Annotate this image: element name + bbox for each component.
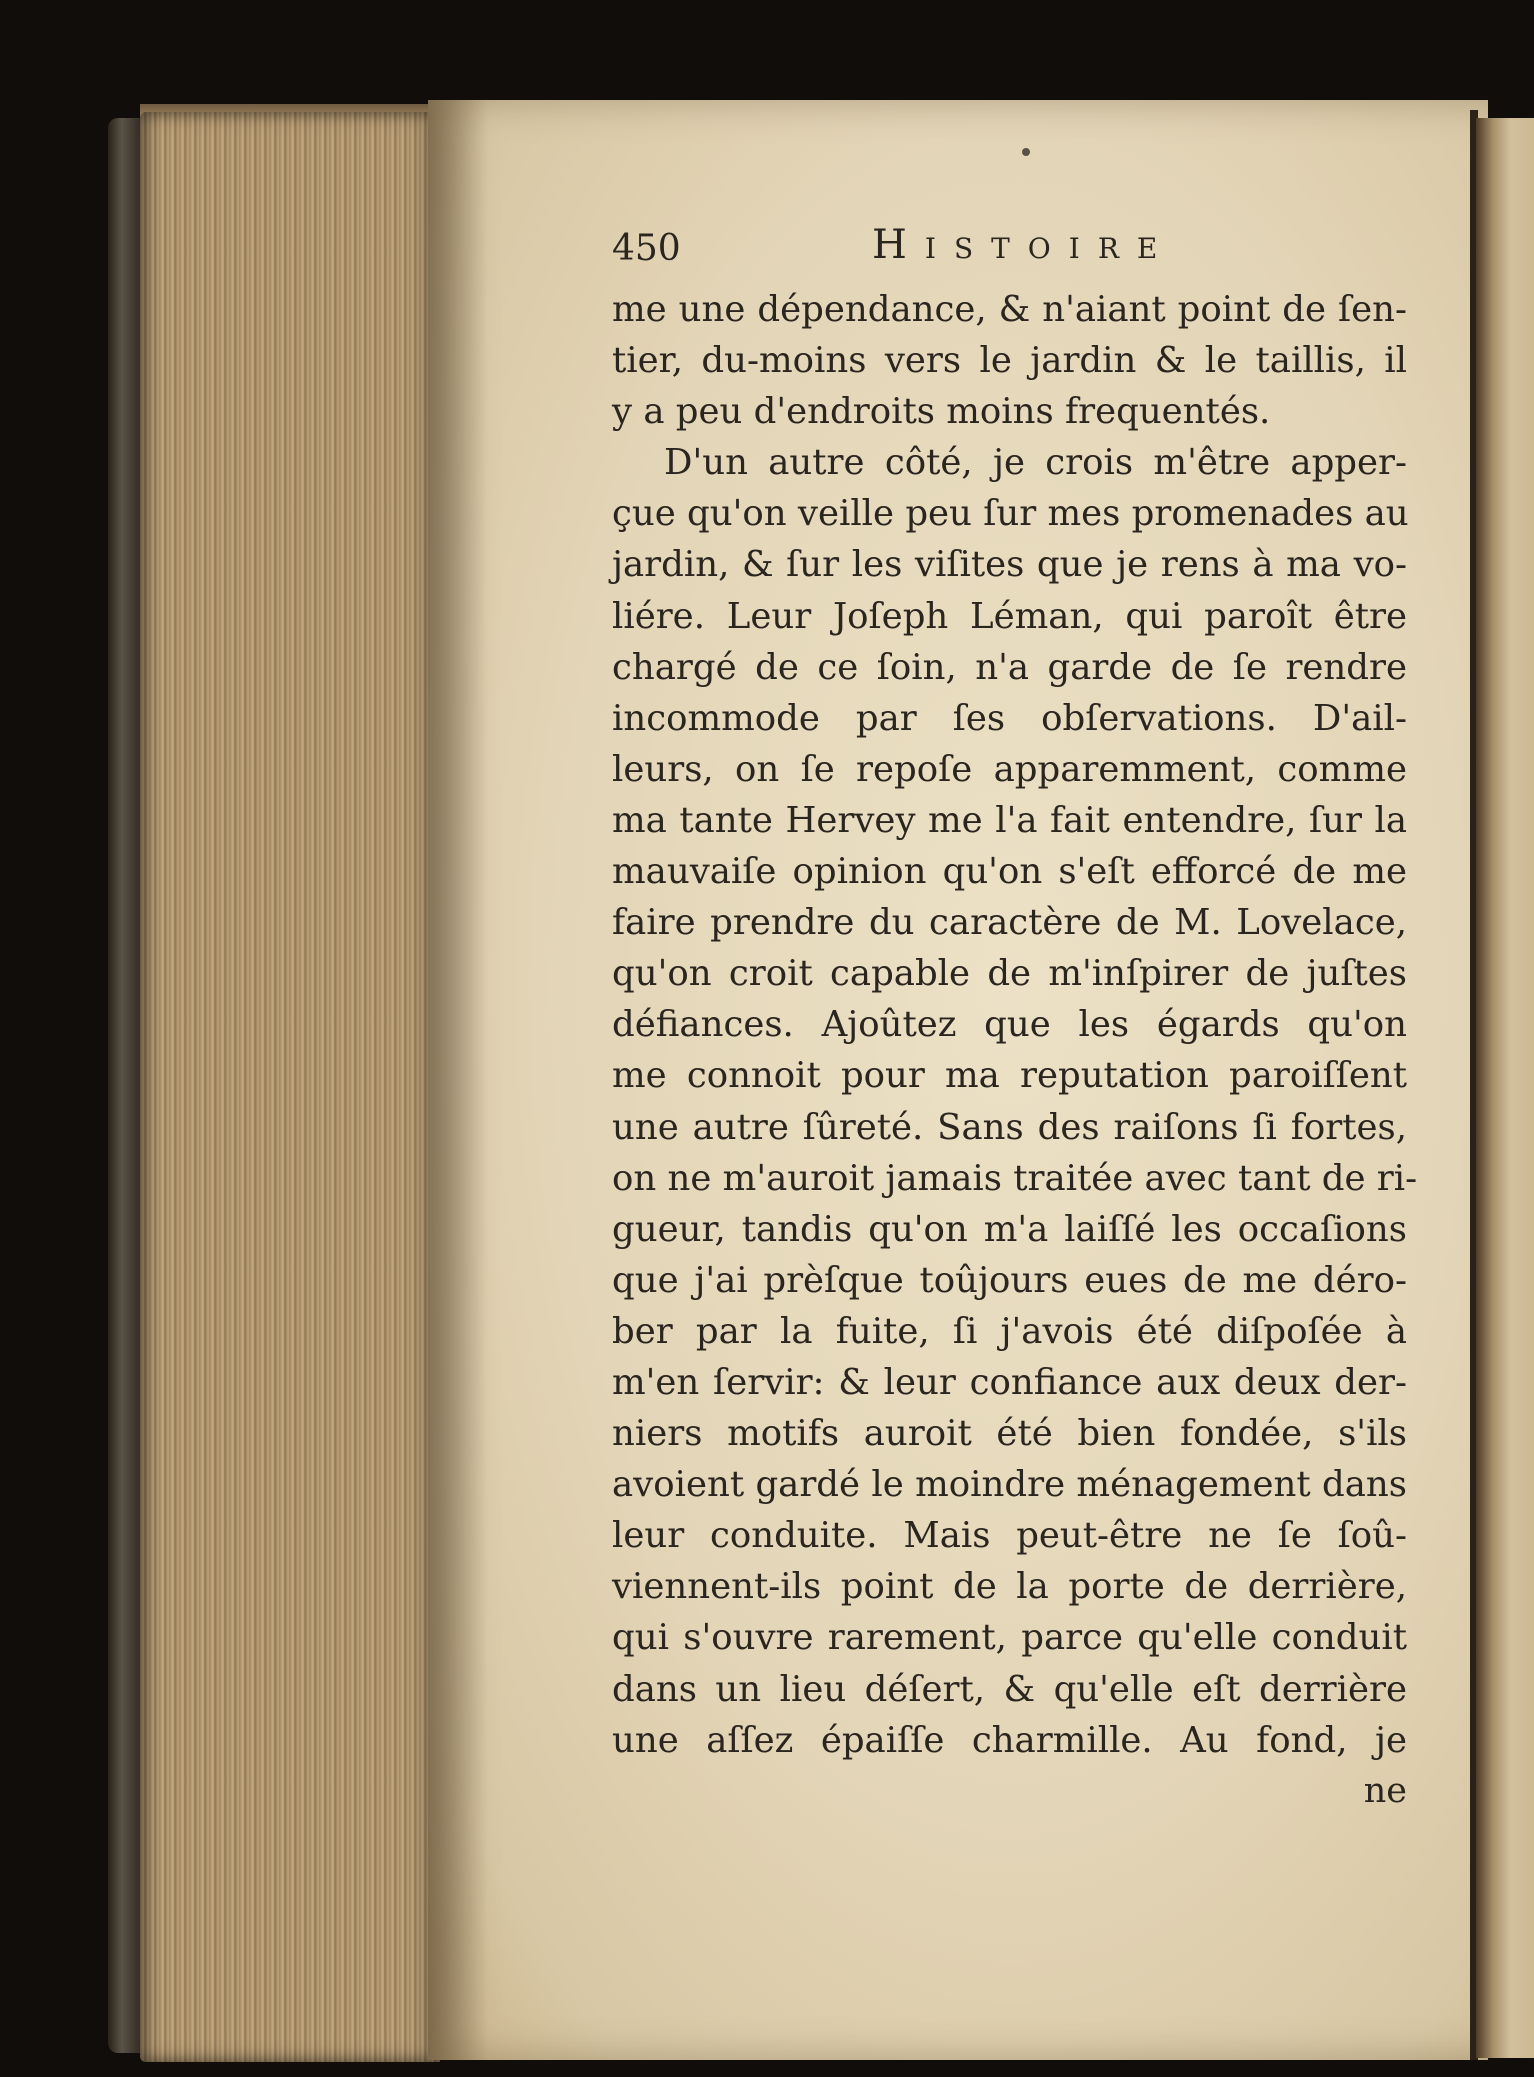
gutter-shadow — [428, 100, 488, 2060]
text-line: incommode par ſes obſervations. D'ail- — [612, 697, 1407, 739]
text-line: mauvaiſe opinion qu'on s'eſt efforcé de me — [612, 851, 1407, 893]
text-line: leur conduite. Mais peut-être ne ſe ſoû- — [612, 1515, 1407, 1557]
text-line: jardin, & ſur les viſites que je rens à ma vo- — [612, 544, 1407, 586]
text-line: avoient gardé le moindre ménagement dans — [612, 1464, 1407, 1506]
running-title: Histoire — [872, 222, 1176, 268]
facing-page-sliver — [1476, 118, 1534, 2058]
catchword: ne — [1363, 1770, 1407, 1811]
text-line: y a peu d'endroits moins frequentés. — [612, 391, 1271, 433]
body-text — [612, 284, 1418, 1766]
text-line: liére. Leur Joſeph Léman, qui paroît être — [612, 595, 1407, 637]
text-line: une autre ſûreté. Sans des raiſons ſi fortes, — [612, 1106, 1407, 1148]
page-number: 450 — [612, 228, 681, 269]
text-line: chargé de ce ſoin, n'a garde de ſe rendre — [612, 646, 1407, 688]
text-line: gueur, tandis qu'on m'a laiſſé les occaſions — [612, 1208, 1407, 1250]
text-line: me une dépendance, & n'aiant point de ſen- — [612, 289, 1407, 330]
text-line: on ne m'auroit jamais traitée avec tant de ri- — [612, 1157, 1418, 1199]
page-edges-block — [140, 112, 440, 2062]
text-line: qui s'ouvre rarement, parce qu'elle conduit — [612, 1617, 1407, 1659]
text-line: leurs, on ſe repoſe apparemment, comme — [612, 748, 1407, 790]
text-line: D'un autre côté, je crois m'être apper- — [664, 442, 1407, 484]
text-line: dans un lieu déſert, & qu'elle eſt derrière — [612, 1668, 1407, 1710]
text-line: tier, du-moins vers le jardin & le taillis, il — [612, 340, 1407, 382]
text-line: me connoit pour ma reputation paroiſſent — [612, 1055, 1407, 1097]
text-line: ma tante Hervey me l'a fait entendre, ſur la — [612, 799, 1407, 841]
text-line: çue qu'on veille peu ſur mes promenades au — [612, 493, 1409, 535]
text-line: ber par la fuite, ſi j'avois été diſpoſée à — [612, 1310, 1407, 1352]
text-line: faire prendre du caractère de M. Lovelace, — [612, 902, 1407, 944]
text-line: qu'on croit capable de m'inſpirer de juſtes — [612, 953, 1407, 995]
text-line: que j'ai prèſque toûjours eues de me déro- — [612, 1259, 1407, 1301]
text-line: niers motifs auroit été bien fondée, s'ils — [612, 1413, 1407, 1455]
text-line: défiances. Ajoûtez que les égards qu'on — [612, 1004, 1407, 1046]
page-text — [612, 218, 1418, 1817]
text-line: m'en ſervir: & leur confiance aux deux der- — [612, 1361, 1407, 1403]
text-line: une aſſez épaiſſe charmille. Au fond, je — [612, 1719, 1407, 1761]
text-line: viennent-ils point de la porte de derrière, — [612, 1566, 1407, 1608]
ink-speck — [1022, 148, 1030, 156]
page-header — [612, 218, 1412, 284]
